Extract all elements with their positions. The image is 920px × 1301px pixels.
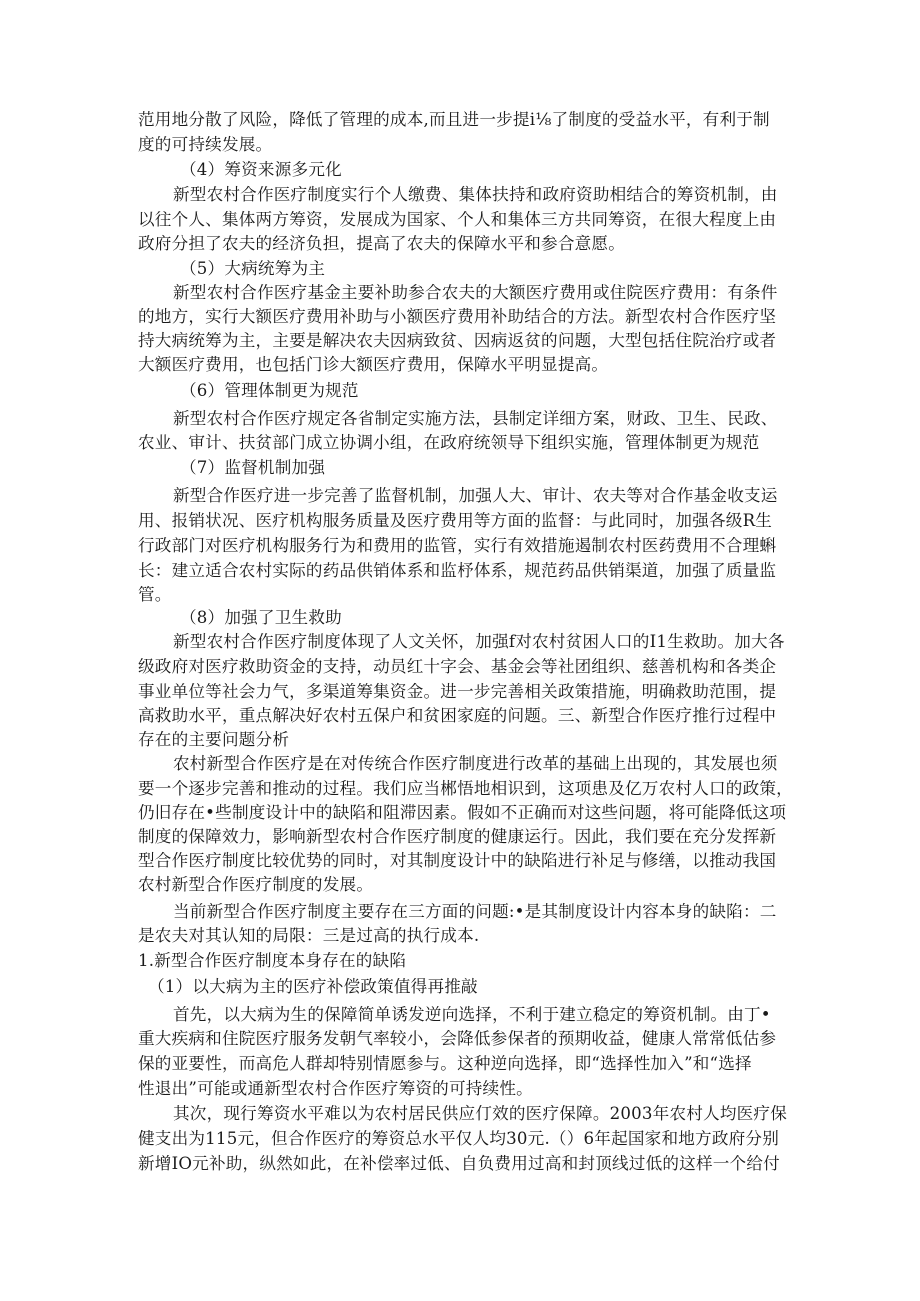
text-line: 新增IO元补助，纵然如此，在补偿率过低、自负费用过高和封顶线过低的这样一个给付 [138,1154,780,1173]
text-line: 新型农村合作医疗基金主要补助参合农夫的大额医疗费用或住院医疗费用：有条件 [173,283,778,302]
text-line: 性退出”可能或通新型农村合作医疗筹资的可持续性。 [138,1079,533,1098]
text-line: 范用地分散了风险，降低了管理的成本,而且进一步提i⅛了制度的受益水平，有利于制 [138,110,770,129]
text-line: 新型农村合作医疗规定各省制定实施方法，县制定详细方案，财政、卫生、民政、 [173,409,778,428]
text-line: 健支出为115元，但合作医疗的筹资总水平仅人均30元.（）6年起国家和地方政府分别 [138,1129,780,1148]
text-line: 制度的保障效力，影响新型农村合作医疗制度的健康运行。因此，我们要在充分发挥新 [138,827,777,846]
text-line: 持大病统筹为主，主要是解决农夫因病致贫、因病返贫的问题，大型包括住院治疗或者 [138,331,777,350]
text-line: 大额医疗费用，也包括门诊大额医疗费用，保障水平明显提高。 [138,355,609,374]
text-line: 行政部门对医疗机构服务行为和费用的监管，实行有效措施遏制农村医药费用不合理蝌 [138,536,777,555]
text-line: 农业、审计、扶贫部门成立协调小组，在政府统领导下组织实施，管理体制更为规范 [138,433,760,452]
section-heading: （7）监督机制加强 [180,458,326,477]
text-line: 新型农村合作医疗制度体现了人文关怀，加强f对农村贫困人口的I1生救助。加大各 [173,632,785,651]
text-line: 其次，现行筹资水平难以为农村居民供应仃效的医疗保障。2003年农村人均医疗保 [173,1104,788,1123]
text-line: 存在的主要问题分析 [138,730,290,749]
text-line: 仍旧存在•些制度设计中的缺陷和阻滞因素。假如不正确而对这些问题，将可能降低这项 [138,803,787,822]
section-heading: （8）加强了卫生救助 [180,608,342,627]
text-line: 保的亚要性，而高危人群却特别情愿参与。这种逆向选择，即“选择性加入”和“选择 [138,1054,752,1073]
text-line: 重大疾病和住院医疗服务发朝气率较小，会降低参保者的预期收益，健康人常常低估参 [138,1029,777,1048]
text-line: 农村新型合作医疗是在对传统合作医疗制度进行改革的基础上出现的，其发展也须 [173,754,778,773]
subsection-heading: 1.新型合作医疗制度本身存在的缺陷 [138,951,407,970]
text-line: 以往个人、集体两方筹资，发展成为国家、个人和集体三方共同筹资，在很大程度上由 [138,210,777,229]
section-heading: （5）大病统筹为主 [180,259,326,278]
text-line: 级政府对医疗救助资金的支持，动员红十字会、基金会等社团组织、慈善机构和各类企 [138,657,777,676]
section-heading: （4）筹资来源多元化 [180,160,342,179]
section-heading: （1）以大病为主的医疗补偿政策值得再推敲 [148,977,478,996]
text-line: 要一个逐步完善和推动的过程。我们应当郴悟地相识到，这项患及亿万农村人口的政策， [138,779,793,798]
text-line: 首先，以大病为生的保障简单诱发逆向选择，不利于建立稳定的筹资机制。由丁• [173,1005,771,1024]
text-line: 高救助水平，重点解决好农村五保户和贫困家庭的问题。三、新型合作医疗推行过程中 [138,706,777,725]
text-line: 度的可持续发展。 [138,135,273,154]
text-line: 政府分担了农夫的经济负担，提高了农夫的保障水平和参合意愿。 [138,234,626,253]
text-line: 新型合作医疗进一步完善了监督机制，加强人大、审计、农夫等对合作基金收支运 [173,486,778,505]
text-line: 型合作医疗制度比较优势的同时，对其制度设计中的缺陷进行补足与修缮，以推动我国 [138,851,777,870]
text-line: 事业单位等社会力气，多渠道筹集资金。进一步完善相关政策措施，明确救助范围，提 [138,682,777,701]
text-line: 管。 [138,585,172,604]
text-line: 当前新型合作医疗制度主要存在三方面的问题:•是其制度设计内容本身的缺陷：二 [173,902,777,921]
section-heading: （6）管理体制更为规范 [180,381,359,400]
text-line: 农村新型合作医疗制度的发展。 [138,875,374,894]
text-line: 的地方，实行大额医疗费用补助与小额医疗费用补助结合的方法。新型农村合作医疗坚 [138,307,777,326]
text-line: 长：建立适合农村实际的药品供销体系和监杼体系，规范药品供销渠道，加强了质量监 [138,561,777,580]
text-line: 是农夫对其认知的局限：三是过高的执行成本. [138,926,480,945]
text-line: 用、报销状况、医疗机构服务质量及医疗费用等方面的监督：与此同时，加强各级R生 [138,511,773,530]
text-line: 新型农村合作医疗制度实行个人缴费、集体扶持和政府资助相结合的筹资机制，由 [173,185,778,204]
